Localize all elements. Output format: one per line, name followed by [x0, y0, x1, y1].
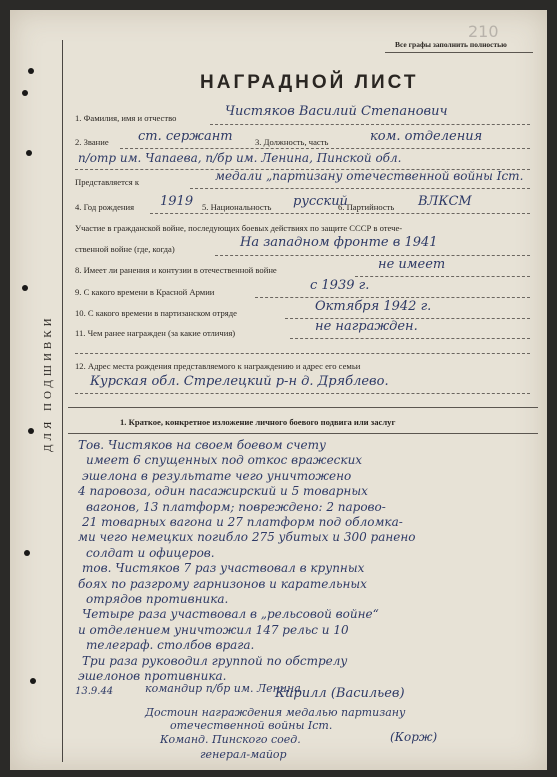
field-12-label: 12. Адрес места рождения представляемого к награждению и адрес его семьи [75, 361, 361, 371]
narrative-line: солдат и офицеров. [86, 545, 215, 560]
field-3-value-continued: п/отр им. Чапаева, п/бр им. Ленина, Пинской обл. [78, 151, 402, 165]
section-heading-rule [68, 433, 538, 434]
field-5-value: русский [293, 194, 348, 209]
binder-hole [28, 428, 34, 434]
field-1-label: 1. Фамилия, имя и отчество [75, 113, 177, 123]
field-11-value: не награжден. [315, 319, 418, 334]
field-9-line [255, 297, 530, 298]
fill-all-fields-notice: Все графы заполнить полностью [395, 40, 507, 49]
binder-hole [30, 678, 36, 684]
narrative-line: Три раза руководил группой по обстрелу [82, 653, 348, 668]
conclusion-line-4: генерал-майор [200, 748, 287, 761]
field-4-line [150, 213, 530, 214]
field-2-label: 2. Звание [75, 137, 109, 147]
field-1-line [210, 124, 530, 125]
narrative-line: отрядов противника. [86, 592, 229, 606]
narrative-line: телеграф. столбов врага. [86, 638, 255, 653]
field-4-value: 1919 [160, 194, 194, 209]
field-9-value: с 1939 г. [310, 278, 370, 293]
commander-signature: Кирилл (Васильев) [275, 686, 405, 701]
narrative-line: и отделением уничтожил 147 рельс и 10 [78, 622, 349, 637]
nominated-for-label: Представляется к [75, 177, 140, 187]
field-2-value: ст. сержант [138, 129, 233, 144]
notice-underline [385, 52, 533, 53]
field-11-extra-line [75, 353, 530, 354]
field-8-value: не имеет [378, 257, 446, 272]
field-10-label: 10. С какого времени в партизанском отряде [75, 308, 237, 318]
binder-hole [22, 285, 28, 291]
section-top-rule [68, 407, 538, 408]
field-9-label: 9. С какого времени в Красной Армии [75, 287, 215, 297]
narrative-line: тов. Чистяков 7 раз участвовал в крупных [82, 561, 365, 576]
conclusion-line-3: Команд. Пинского соед. [160, 733, 301, 746]
field-3-value: ком. отделения [370, 129, 483, 144]
nominated-for-value: медали „партизану отечественной войны Iст. [215, 169, 524, 183]
conclusion-line-1: Достоин награждения медалью партизану [145, 706, 406, 719]
field-8-line [355, 276, 530, 277]
field-4-label: 4. Год рождения [75, 202, 135, 212]
award-sheet [10, 10, 547, 770]
section-1-heading: 1. Краткое, конкретное изложение личного боевого подвига или заслуг [120, 417, 396, 427]
narrative-line: боях по разгрому гарнизонов и карательных [78, 576, 367, 591]
narrative-line: вагонов, 13 платформ; повреждено: 2 парово- [86, 499, 386, 514]
conclusion-line-2: отечественной войны Iст. [170, 719, 333, 732]
field-11-label: 11. Чем ранее награжден (за какие отличия) [75, 328, 236, 338]
narrative-line: эшелона в результате чего уничтожено [82, 468, 352, 483]
field-7-label-line1: Участие в гражданской войне, последующих боевых действиях по защите СССР в отече- [75, 223, 403, 233]
narrative-line: 21 товарных вагона и 27 платформ под обломка- [82, 515, 403, 529]
field-6-value: ВЛКСМ [418, 194, 472, 209]
narrative-line: Тов. Чистяков на своем боевом счету [78, 438, 326, 452]
field-7-value: На западном фронте в 1941 [240, 235, 438, 250]
binder-hole [26, 150, 32, 156]
nominated-line [190, 188, 530, 189]
field-7-label-line2: ственной войне (где, когда) [75, 244, 175, 254]
field-3-label: 3. Должность, часть [255, 137, 329, 147]
narrative-line: Четыре раза участвовал в „рельсовой войне“ [82, 607, 379, 622]
binding-margin-line [62, 40, 63, 762]
binder-hole [22, 90, 28, 96]
archive-page-number: 210 [468, 22, 499, 41]
signature-date: 13.9.44 [75, 686, 114, 697]
narrative-line: имеет 6 спущенных под откос вражеских [86, 453, 363, 468]
narrative-line: эшелонов противника. [78, 669, 227, 683]
binder-hole [24, 550, 30, 556]
narrative-line: 4 паровоза, один пасажирский и 5 товарных [78, 484, 368, 499]
binder-hole [28, 68, 34, 74]
field-7-line [215, 255, 530, 256]
field-8-label: 8. Имеет ли ранения и контузии в отечественной войне [75, 265, 277, 275]
general-signature: (Корж) [390, 730, 438, 744]
field-12-value: Курская обл. Стрелецкий р-н д. Дряблево. [90, 374, 389, 389]
field-2-line [120, 148, 530, 149]
field-10-value: Октября 1942 г. [315, 299, 432, 314]
field-5-label: 5. Национальность [202, 202, 272, 212]
commander-title: командир п/бр им. Ленина [145, 682, 301, 695]
field-1-value: Чистяков Василий Степанович [225, 104, 448, 119]
field-12-line [75, 393, 530, 394]
field-6-label: 6. Партийность [338, 202, 395, 212]
binding-margin-label: ДЛЯ ПОДШИВКИ [42, 314, 54, 452]
document-title: НАГРАДНОЙ ЛИСТ [200, 72, 419, 93]
narrative-line: ми чего немецких погибло 275 убитых и 300 ранено [78, 530, 416, 545]
field-11-line [290, 338, 530, 339]
